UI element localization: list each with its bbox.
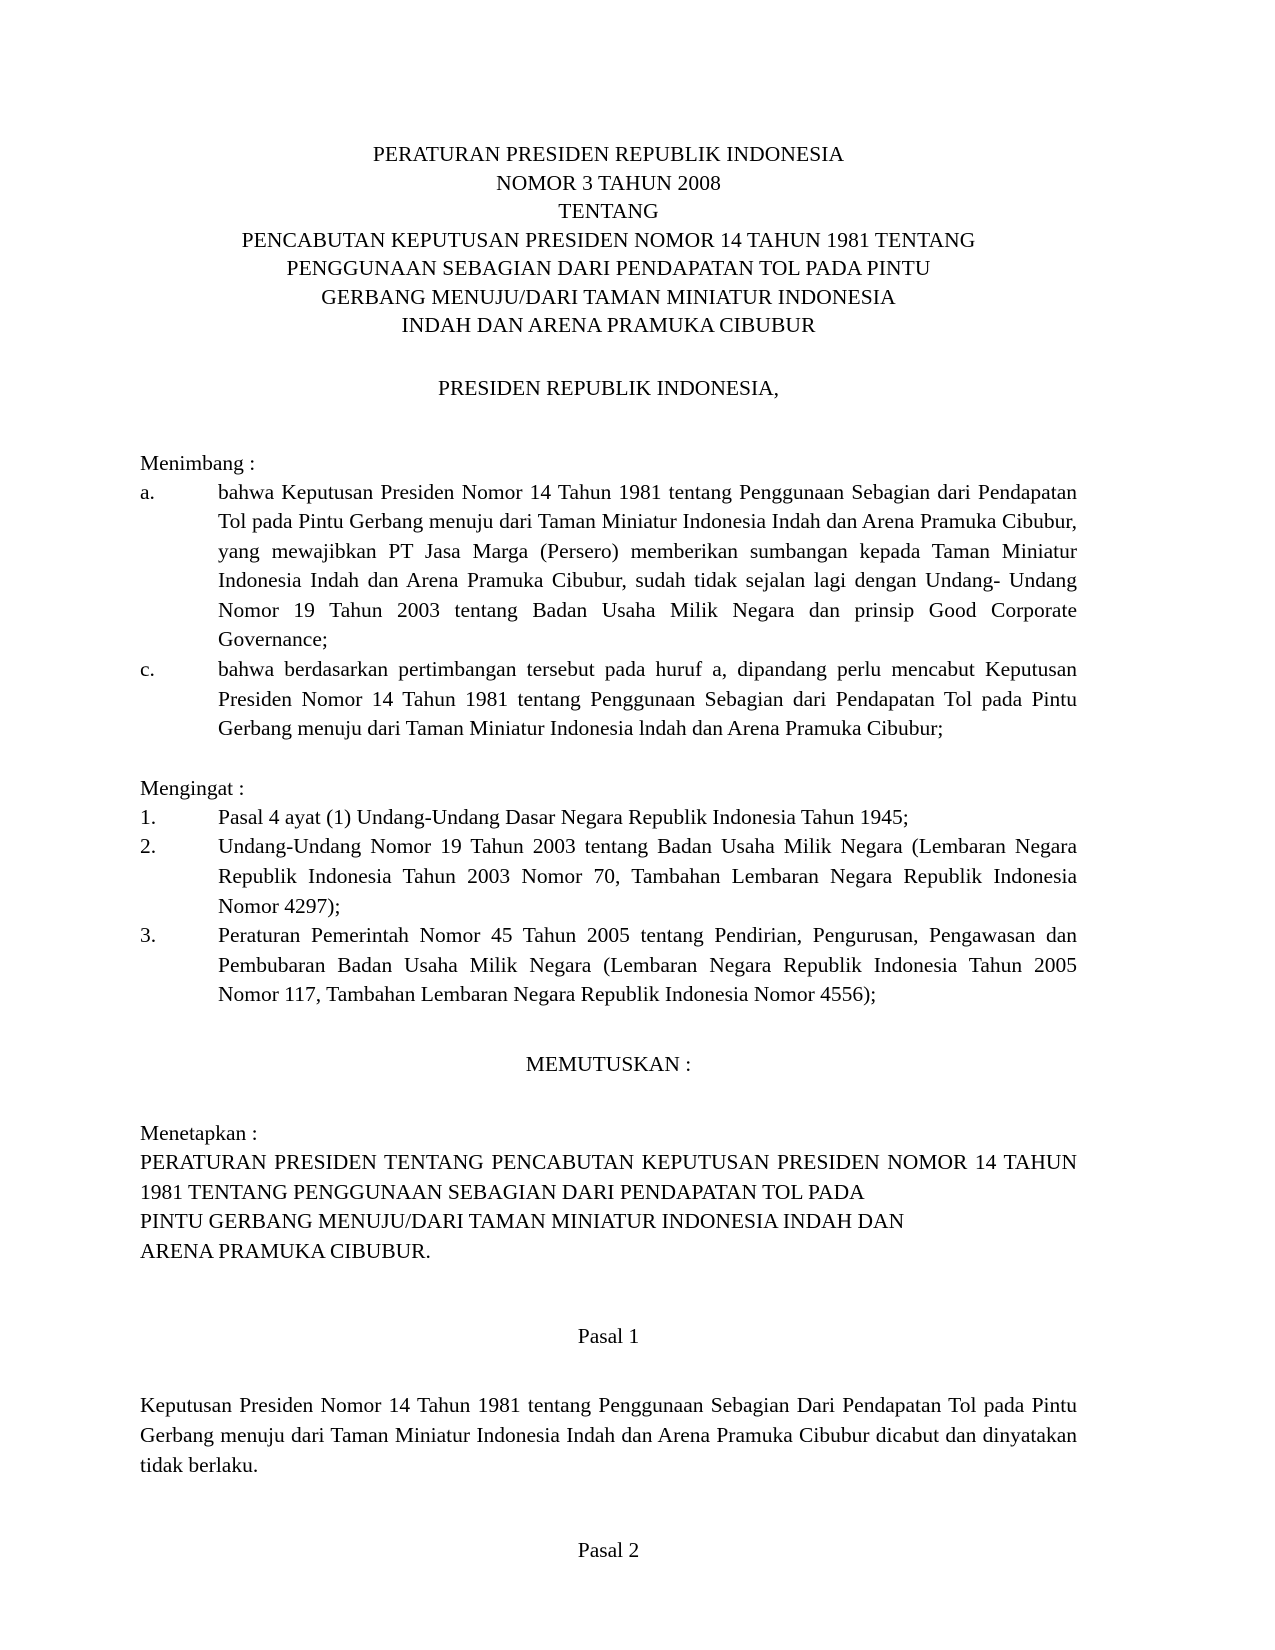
- menimbang-label: Menimbang :: [140, 450, 256, 475]
- title-line-6: GERBANG MENUJU/DARI TAMAN MINIATUR INDONESIA: [321, 284, 896, 309]
- menetapkan-body: [140, 1148, 1077, 1266]
- menetapkan-body-tail-1: PINTU GERBANG MENUJU/DARI TAMAN MINIATUR INDONESIA INDAH DAN: [140, 1209, 905, 1234]
- list-marker: 2.: [140, 834, 157, 859]
- list-marker: 3.: [140, 923, 157, 948]
- list-marker: a.: [140, 479, 155, 504]
- title-line-4: PENCABUTAN KEPUTUSAN PRESIDEN NOMOR 14 TAHUN 1981 TENTANG: [241, 227, 976, 252]
- mengingat-label: Mengingat :: [140, 775, 245, 800]
- spacer: [140, 744, 1077, 774]
- menetapkan-body-justified: PERATURAN PRESIDEN TENTANG PENCABUTAN KEPUTUSAN PRESIDEN NOMOR 14 TAHUN 1981 TENTANG PENGGUNAAN SEBAGIAN DARI PENDAPATAN TOL PADA: [140, 1150, 1077, 1204]
- list-item: [140, 832, 1077, 921]
- mengingat-list: [140, 803, 1077, 1010]
- spacer: [140, 1266, 1077, 1322]
- title-line-5: PENGGUNAAN SEBAGIAN DARI PENDAPATAN TOL PADA PINTU: [286, 256, 931, 280]
- list-text: Peraturan Pemerintah Nomor 45 Tahun 2005 tentang Pendirian, Pengurusan, Pengawasan dan Pembubaran Badan Usaha Milik Negara (Lembaran Negara Republik Indonesia Tahun 2005 Nomor 117, Tambahan Lembaran Negara Republik Indonesia Nomor 4556);: [218, 923, 1077, 1007]
- list-item: [140, 803, 1077, 833]
- spacer: [140, 1010, 1077, 1050]
- list-marker: 1.: [140, 804, 157, 829]
- document-content: [140, 140, 1077, 1565]
- title-line-2: NOMOR 3 TAHUN 2008: [496, 170, 721, 195]
- spacer: [140, 1351, 1077, 1391]
- list-item: [140, 921, 1077, 1010]
- menetapkan-label: Menetapkan :: [140, 1121, 258, 1145]
- title-line-1: PERATURAN PRESIDEN REPUBLIK INDONESIA: [372, 142, 845, 166]
- list-item: [140, 478, 1077, 656]
- list-text: bahwa Keputusan Presiden Nomor 14 Tahun 1981 tentang Penggunaan Sebagian dari Pendapatan Tol pada Pintu Gerbang menuju dari Taman Miniatur Indonesia Indah dan Arena Pramuka Cibubur, yang mewajibkan PT Jasa Marga (Persero) memberikan sumbangan kepada Taman Miniatur Indonesia Indah dan Arena Pramuka Cibubur, sudah tidak sejalan lagi dengan Undang- Undang Nomor 19 Tahun 2003 tentang Badan Usaha Milik Negara dan prinsip Good Corporate Governance;: [218, 479, 1077, 652]
- memutuskan-heading: MEMUTUSKAN :: [525, 1052, 692, 1076]
- authority-line: PRESIDEN REPUBLIK INDONESIA,: [437, 375, 780, 400]
- menimbang-list: [140, 478, 1077, 744]
- spacer: [140, 1079, 1077, 1119]
- spacer: [140, 340, 1077, 374]
- list-item: [140, 655, 1077, 744]
- spacer: [140, 403, 1077, 449]
- pasal-1-heading: Pasal 1: [577, 1324, 640, 1349]
- menetapkan-body-tail-2: ARENA PRAMUKA CIBUBUR.: [140, 1238, 431, 1263]
- spacer: [140, 1480, 1077, 1536]
- list-text: Undang-Undang Nomor 19 Tahun 2003 tentang Badan Usaha Milik Negara (Lembaran Negara Republik Indonesia Tahun 2003 Nomor 70, Tambahan Lembaran Negara Republik Indonesia Nomor 4297);: [218, 834, 1077, 918]
- list-marker: c.: [140, 657, 155, 682]
- pasal-1-body: Keputusan Presiden Nomor 14 Tahun 1981 tentang Penggunaan Sebagian Dari Pendapatan Tol pada Pintu Gerbang menuju dari Taman Miniatur Indonesia Indah dan Arena Pramuka Cibubur dicabut dan dinyatakan tidak berlaku.: [140, 1393, 1077, 1477]
- list-text: bahwa berdasarkan pertimbangan tersebut pada huruf a, dipandang perlu mencabut Keputusan Presiden Nomor 14 Tahun 1981 tentang Penggunaan Sebagian dari Pendapatan Tol pada Pintu Gerbang menuju dari Taman Miniatur Indonesia lndah dan Arena Pramuka Cibubur;: [218, 657, 1077, 741]
- document-title-block: [140, 140, 1077, 340]
- title-line-7: INDAH DAN ARENA PRAMUKA CIBUBUR: [401, 313, 816, 337]
- pasal-2-heading: Pasal 2: [577, 1538, 640, 1563]
- list-text: Pasal 4 ayat (1) Undang-Undang Dasar Negara Republik Indonesia Tahun 1945;: [218, 804, 909, 829]
- title-line-3: TENTANG: [558, 199, 659, 223]
